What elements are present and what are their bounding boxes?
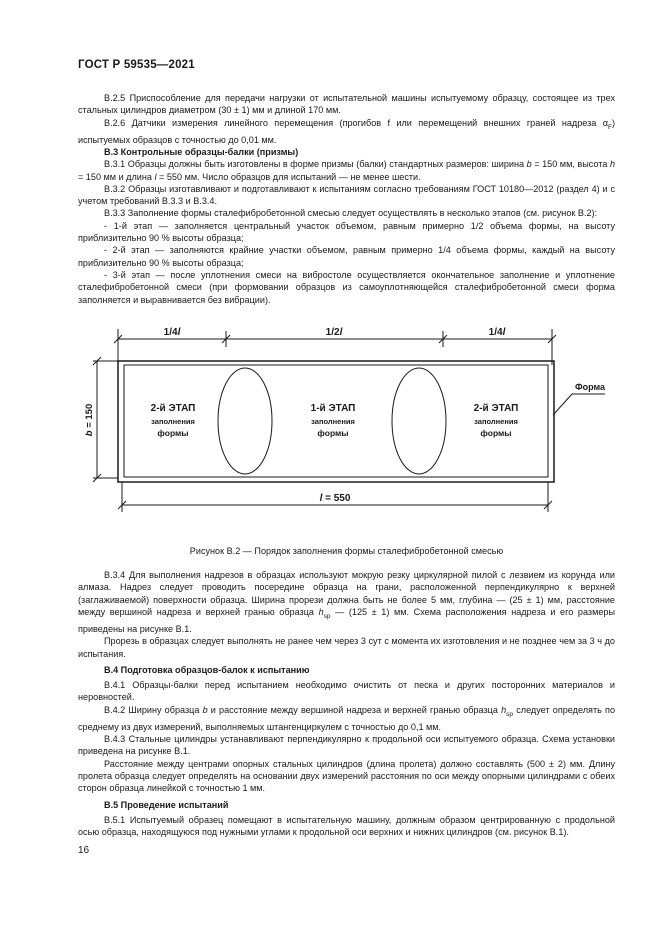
right-stage-fill: заполнения <box>474 417 518 426</box>
section-heading-b-5: В.5 Проведение испытаний <box>104 799 229 810</box>
paragraph-b-3-3: В.3.3 Заполнение формы сталефибробетонной смесью следует осуществлять в несколько этапов (см. рисунок В.2): <box>104 208 598 219</box>
center-stage-label: 1-й ЭТАП <box>310 403 356 414</box>
left-stage-fill: заполнения <box>151 417 195 426</box>
dim-label-half: 1/2l <box>325 327 343 338</box>
right-stage-label: 2-й ЭТАП <box>473 403 519 414</box>
dim-label-right-quarter: 1/4l <box>488 327 506 338</box>
list-item-stage-3: - 3-й этап — после уплотнения смеси на вибростоле осуществляется окончательное заполнение и уплотнение сталефибробетонной смеси (при формовании образцов из самоуплотняющейся сталефибробетонной смеси форма заполняется и выравнивается без вибрации). <box>78 269 615 305</box>
list-item-stage-1: - 1-й этап — заполняется центральный участок объемом, равным примерно 1/2 объема формы, на высоту приблизительно 90 % высоты образца; <box>78 220 615 244</box>
paragraph-b-4-3: В.4.3 Стальные цилиндры устанавливают перпендикулярно к продольной оси испытуемого образца. Схема установки приведена на рисунке В.1. <box>78 734 615 757</box>
left-ellipse <box>218 368 272 474</box>
center-stage-form: формы <box>317 428 349 438</box>
paragraph-b-2-5: В.2.5 Приспособление для передачи нагрузки от испытательной машины испытуемому образцу, состоящее из трех стальных цилиндров диаметром (30 ± 1) мм и длиной 170 мм. <box>78 93 615 116</box>
section-heading-b-3: В.3 Контрольные образцы-балки (призмы) <box>104 147 299 157</box>
length-dimension-label: l = 550 <box>319 493 351 504</box>
figure-b-2-diagram <box>0 318 661 523</box>
text-block-top <box>78 92 615 306</box>
center-stage-fill: заполнения <box>311 417 355 426</box>
dim-label-left-quarter: 1/4l <box>163 327 181 338</box>
paragraph-b-3-2: В.3.2 Образцы изготавливают и подготавливают к испытаниям согласно требованиям ГОСТ 10180—2012 (раздел 4) и с учетом требований В.3.3 и В.3.4. <box>78 183 615 207</box>
paragraph-b-4-2: В.4.2 Ширину образца b и расстояние между вершиной надреза и верхней гранью образца $h_{sp}$ следует определять по среднему из двух измерений, выполняемых штангенциркулем с точностью до 0,1 мм. <box>78 704 616 732</box>
text-block-bottom <box>78 569 615 839</box>
form-label: Форма <box>574 382 606 392</box>
page-number: 16 <box>78 845 90 856</box>
paragraph-b-3-4: В.3.4 Для выполнения надрезов в образцах используют мокрую резку циркулярной пилой с лезвием из корунда или алмаза. Надрез следует проводить посередине образца на грани, расположенной перпендикулярно к верхней (заглаживаемой) поверхности образца. Ширина прорези должна быть не более 5 мм, глубина — (25 ± 1) мм, расстояние между вершиной надреза и верхней гранью образца $h_{sp}$ — (125 ± 1) мм. Схема расположения надреза и его размеры приведены на рисунке В.1. <box>78 570 615 634</box>
left-stage-label: 2-й ЭТАП <box>150 403 196 414</box>
section-heading-b-4: В.4 Подготовка образцов-балок к испытанию <box>104 664 310 675</box>
right-ellipse <box>392 368 446 474</box>
paragraph-b-3-1: В.3.1 Образцы должны быть изготовлены в форме призмы (балки) стандартных размеров: ширина b = 150 мм, высота h = 150 мм и длина l = 550 мм. Число образцов для испытаний — не менее шести. <box>78 159 615 182</box>
paragraph-b-4-1: В.4.1 Образцы-балки перед испытанием необходимо очистить от песка и других посторонних материалов и неровностей. <box>78 680 615 703</box>
paragraph-span-length: Расстояние между центрами опорных стальных цилиндров (длина пролета) должно составлять (500 ± 2) мм. Длину пролета образца следует определять на основании двух измерений расстояния по оси между опорными цилиндрами с обеих сторон образца линейкой с точностью 1 мм. <box>78 758 615 794</box>
paragraph-b-5-1: В.5.1 Испытуемый образец помещают в испытательную машину, должным образом центрированную с продольной осью образца, находящуюся под нужными углами к продольной оси верхних и нижних цилиндров (см. рисунок В.1). <box>78 814 615 838</box>
list-item-stage-2: - 2-й этап — заполняются крайние участки объемом, равным примерно 1/4 объема формы, каждый на высоту приблизительно 90 % высоты образца; <box>78 245 615 268</box>
left-stage-form: формы <box>157 428 189 438</box>
right-stage-form: формы <box>480 428 512 438</box>
height-dimension-label: b = 150 <box>84 403 95 437</box>
paragraph-notch-timing: Прорезь в образцах следует выполнять не ранее чем через 3 сут с момента их изготовления и не позднее чем за 3 ч до испытания. <box>78 636 615 659</box>
form-leader-line <box>553 394 572 415</box>
figure-caption: Рисунок В.2 — Порядок заполнения формы сталефибробетонной смесью <box>189 546 504 556</box>
paragraph-b-2-6: В.2.6 Датчики измерения линейного перемещения (прогибов f или перемещений внешних граней надреза $\alpha_F$) испытуемых образцов с точностью до 0,01 мм. <box>78 117 615 145</box>
document-header: ГОСТ Р 59535—2021 <box>78 59 195 71</box>
